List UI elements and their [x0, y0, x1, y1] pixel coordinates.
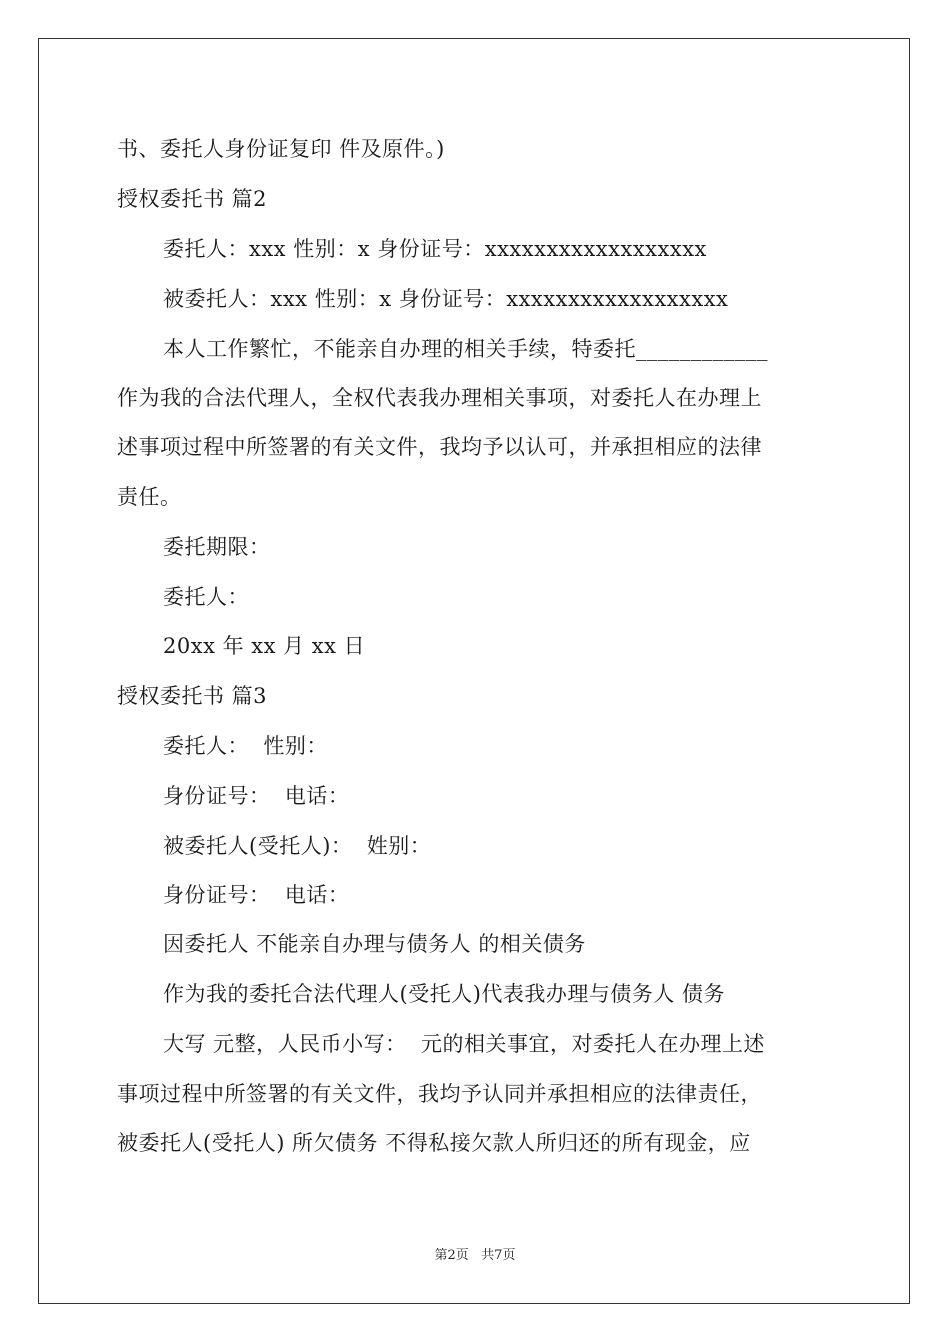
- text-line: 作为我的委托合法代理人(受托人)代表我办理与债务人 债务: [163, 982, 726, 1006]
- text-line: 被委托人(受托人)： 姓别：: [163, 834, 432, 858]
- section-heading: 授权委托书 篇2: [117, 187, 268, 211]
- text-line: 因委托人 不能亲自办理与债务人 的相关债务: [163, 932, 586, 956]
- text-line: 事项过程中所签署的有关文件，我均予认同并承担相应的法律责任，: [117, 1082, 762, 1106]
- text-line: 本人工作繁忙，不能亲自办理的相关手续，特委托____________: [163, 337, 768, 361]
- text-line: 委托人： 性别：: [163, 734, 328, 758]
- text-line: 委托人：: [163, 585, 249, 609]
- text-line: 被委托人(受托人) 所欠债务 不得私接欠款人所归还的所有现金，应: [117, 1131, 751, 1155]
- text-line: 书、委托人身份证复印 件及原件。): [117, 137, 445, 161]
- text-line: 作为我的合法代理人，全权代表我办理相关事项，对委托人在办理上: [117, 386, 762, 410]
- text-line: 责任。: [117, 485, 182, 509]
- text-line: 述事项过程中所签署的有关文件，我均予以认可，并承担相应的法律: [117, 435, 762, 459]
- page-number: 第2页 共7页: [434, 1248, 516, 1263]
- date-line: 20xx 年 xx 月 xx 日: [163, 634, 366, 658]
- text-line: 身份证号： 电话：: [163, 883, 350, 907]
- text-line: 身份证号： 电话：: [163, 784, 350, 808]
- section-heading: 授权委托书 篇3: [117, 684, 268, 708]
- text-line: 大写 元整，人民币小写： 元的相关事宜，对委托人在办理上述: [163, 1032, 766, 1056]
- page-border: [38, 38, 910, 1304]
- text-line: 委托人：xxx 性别：x 身份证号：xxxxxxxxxxxxxxxxxx: [163, 237, 707, 261]
- text-line: 委托期限：: [163, 535, 271, 559]
- text-line: 被委托人：xxx 性别：x 身份证号：xxxxxxxxxxxxxxxxxx: [163, 287, 729, 311]
